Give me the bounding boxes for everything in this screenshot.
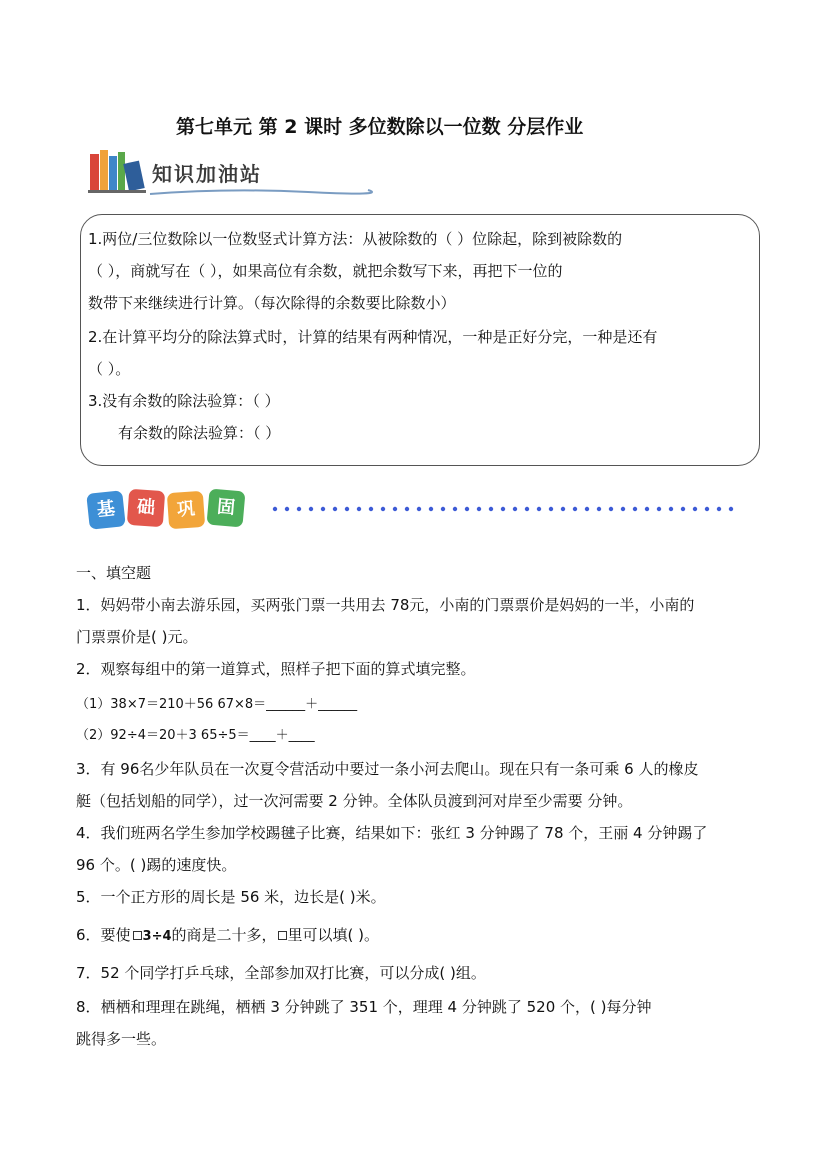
basics-header xyxy=(86,486,276,532)
blank-box-1 xyxy=(133,931,142,940)
q7-line: 7．52 个同学打乒乓球，全部参加双打比赛，可以分成( )组。 xyxy=(76,964,486,982)
q1-line-1: 1．妈妈带小南去游乐园，买两张门票一共用去 78元，小南的门票票价是妈妈的一半，小南的 xyxy=(76,596,695,614)
blank-box-2 xyxy=(278,931,287,940)
basics-tile-3: 巩 xyxy=(167,491,205,529)
knowledge-line-5: （ ）。 xyxy=(88,360,131,378)
q4-line-1: 4．我们班两名学生参加学校踢毽子比赛，结果如下：张红 3 分钟踢了 78 个，王丽 4 分钟踢了 xyxy=(76,824,708,842)
q8-line-1: 8．栖栖和理理在跳绳，栖栖 3 分钟跳了 351 个，理理 4 分钟跳了 520 个，( )每分钟 xyxy=(76,998,652,1016)
q2-line: 2．观察每组中的第一道算式，照样子把下面的算式填完整。 xyxy=(76,660,476,678)
knowledge-line-7: 有余数的除法验算：（ ） xyxy=(118,424,281,442)
q5-line: 5．一个正方形的周长是 56 米，边长是( )米。 xyxy=(76,888,386,906)
basics-tile-2: 础 xyxy=(127,489,165,527)
exercise-heading: 一、填空题 xyxy=(76,564,152,582)
knowledge-header-label: 知识加油站 xyxy=(152,162,262,186)
q3-line-2: 艇（包括划船的同学），过一次河需要 2 分钟。全体队员渡到河对岸至少需要 分钟。 xyxy=(76,792,633,810)
knowledge-line-4: 2.在计算平均分的除法算式时，计算的结果有两种情况，一种是正好分完，一种是还有 xyxy=(88,328,658,346)
q2-item-1: （1）38×7＝210＋56 67×8＝______＋______ xyxy=(76,697,358,712)
books-icon xyxy=(88,148,148,194)
q2-item-2: （2）92÷4＝20＋3 65÷5＝____＋____ xyxy=(76,728,315,743)
q8-line-2: 跳得多一些。 xyxy=(76,1030,167,1048)
knowledge-line-3: 数带下来继续进行计算。（每次除得的余数要比除数小） xyxy=(88,294,456,312)
knowledge-line-2: （ ），商就写在（ ），如果高位有余数，就把余数写下来，再把下一位的 xyxy=(88,262,563,280)
knowledge-header xyxy=(88,148,318,198)
knowledge-line-1: 1.两位/三位数除以一位数竖式计算方法：从被除数的（ ）位除起，除到被除数的 xyxy=(88,230,623,248)
q6-middle: 的商是二十多， xyxy=(171,926,277,944)
q3-line-1: 3．有 96名少年队员在一次夏令营活动中要过一条小河去爬山。现在只有一条可乘 6 人的橡皮 xyxy=(76,760,699,778)
q6-prefix: 6．要使 xyxy=(76,926,131,944)
q6-end: 里可以填( )。 xyxy=(287,926,380,944)
q6-expression: 3÷4 xyxy=(142,929,172,944)
header-underline xyxy=(148,186,378,198)
knowledge-line-6: 3.没有余数的除法验算：（ ） xyxy=(88,392,280,410)
basics-tile-1: 基 xyxy=(86,490,126,530)
dotted-divider xyxy=(272,506,742,512)
q4-line-2: 96 个。( )踢的速度快。 xyxy=(76,856,237,874)
q1-line-2: 门票票价是( )元。 xyxy=(76,628,198,646)
page-title: 第七单元 第 2 课时 多位数除以一位数 分层作业 xyxy=(176,116,584,138)
q6-line xyxy=(76,924,379,945)
basics-tile-4: 固 xyxy=(206,488,245,527)
